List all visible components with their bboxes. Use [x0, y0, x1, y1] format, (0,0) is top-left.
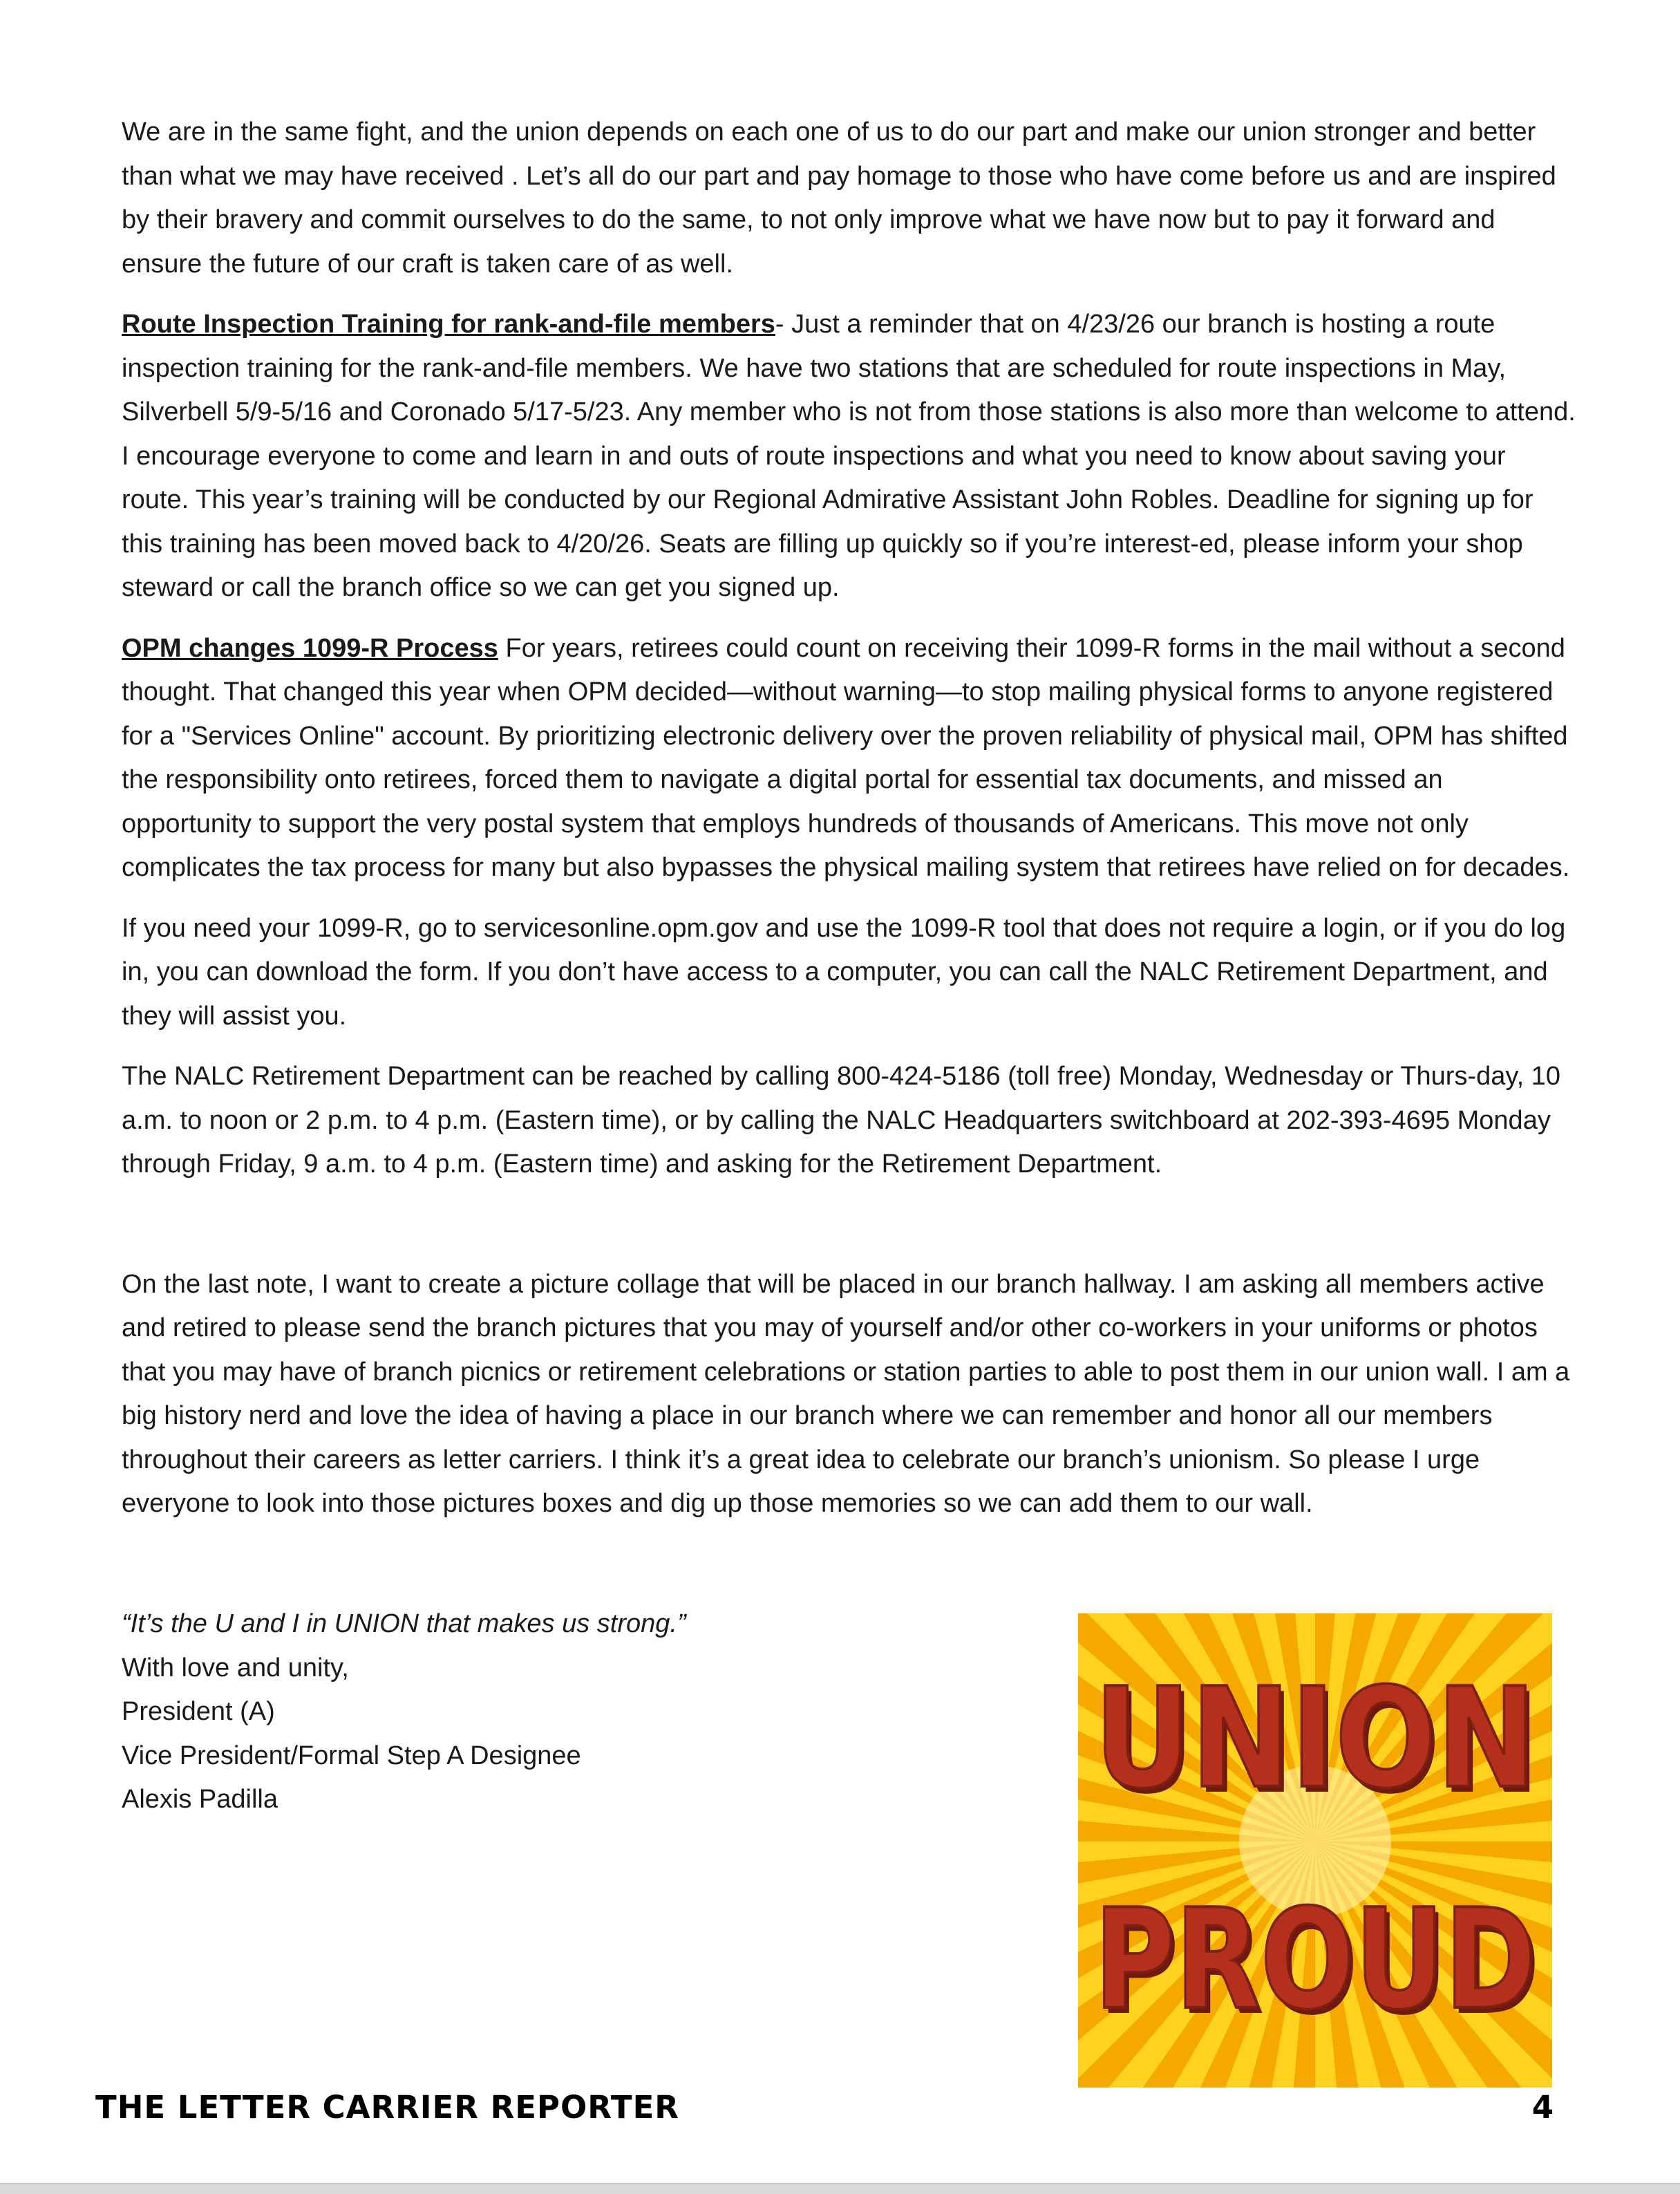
opm-changes-text: For years, retirees could count on receiving their 1099-R forms in the mail without a second thought. That changed this year when OPM decided—without warning—to stop mailing physical forms to anyone registered for a "Services Online" account. By prioritizing electronic delivery over the proven reliability of physical mail, OPM has shifted the responsibility onto retirees, forced them to navigate a digital portal for essential tax documents, and missed an opportunity to support the very postal system that employs hundreds of thousands of Americans. This move not only complicates the tax process for many but also bypasses the physical mailing system that retirees have relied on for decades. [122, 633, 1570, 882]
page-footer [95, 2089, 1554, 2132]
paragraph-route-inspection [122, 303, 1580, 610]
paragraph-1099r-instructions: If you need your 1099-R, go to servicesonline.opm.gov and use the 1099-R tool that does not require a login, or if you do log in, you can download the form. If you don’t have access to a computer, you can call the NALC Retirement Department, and they will assist you. [122, 913, 1566, 1031]
poster-line2: PROUD [1094, 1879, 1536, 2041]
signoff-name: Alexis Padilla [122, 1785, 278, 1814]
signoff-title-vice-president: Vice President/Formal Step A Designee [122, 1741, 581, 1770]
signoff-block [122, 1602, 686, 1822]
poster-line1: UNION [1094, 1658, 1536, 1819]
route-inspection-text: - Just a reminder that on 4/23/26 our branch is hosting a route inspection training for the rank-and-file members. We have two stations that are scheduled for route inspections in May, Silverbell 5/9-5/16 and Coronado 5/17-5/23. Any member who is not from those stations is also more than welcome to attend. I encourage everyone to come and learn in and outs of route inspections and what you need to know about saving your route. This year’s training will be conducted by our Regional Admirative Assistant John Robles. Deadline for signing up for this training has been moved back to 4/20/26. Seats are filling up quickly so if you’re interest-ed, please inform your shop steward or call the branch office so we can get you signed up. [122, 310, 1576, 602]
union-proud-poster [1078, 1613, 1552, 2088]
paragraph-opm-changes [122, 627, 1580, 890]
article-body [122, 111, 1580, 1543]
poster-line2-shadow: PROUD [1098, 1885, 1540, 2046]
poster-line1-shadow: UNION [1098, 1664, 1540, 1825]
union-proud-graphic [1078, 1613, 1552, 2088]
closing-line: With love and unity, [122, 1653, 349, 1682]
newsletter-title: THE LETTER CARRIER REPORTER [95, 2089, 679, 2126]
opm-changes-heading: OPM changes 1099-R Process [122, 633, 498, 663]
signoff-title-president: President (A) [122, 1697, 275, 1726]
paragraph-collage-request: On the last note, I want to create a picture collage that will be placed in our branch hallway. I am asking all members active and retired to please send the branch pictures that you may of yourself and/or other co-workers in your uniforms or photos that you may have of branch picnics or retirement celebrations or station parties to able to post them in our union wall. I am a big history nerd and love the idea of having a place in our branch where we can remember and honor all our members throughout their careers as letter carriers. I think it’s a great idea to celebrate our branch’s unionism. So please I urge everyone to look into those pictures boxes and dig up those memories so we can add them to our wall. [122, 1269, 1570, 1518]
paragraph-retirement-contact: The NALC Retirement Department can be reached by calling 800-424-5186 (toll free) Monday, Wednesday or Thurs-day, 10 a.m. to noon or 2 p.m. to 4 p.m. (Eastern time), or by calling the NALC Headquarters switchboard at 202-393-4695 Monday through Friday, 9 a.m. to 4 p.m. (Eastern time) and asking for the Retirement Department. [122, 1062, 1560, 1179]
union-quote: “It’s the U and I in UNION that makes us strong.” [122, 1609, 686, 1638]
page-number: 4 [1531, 2089, 1554, 2126]
paragraph-intro: We are in the same fight, and the union depends on each one of us to do our part and make our union stronger and better than what we may have received . Let’s all do our part and pay homage to those who have come before us and are inspired by their bravery and commit ourselves to do the same, to not only improve what we have now but to pay it forward and ensure the future of our craft is taken care of as well. [122, 118, 1556, 279]
route-inspection-heading: Route Inspection Training for rank-and-file members [122, 310, 775, 339]
